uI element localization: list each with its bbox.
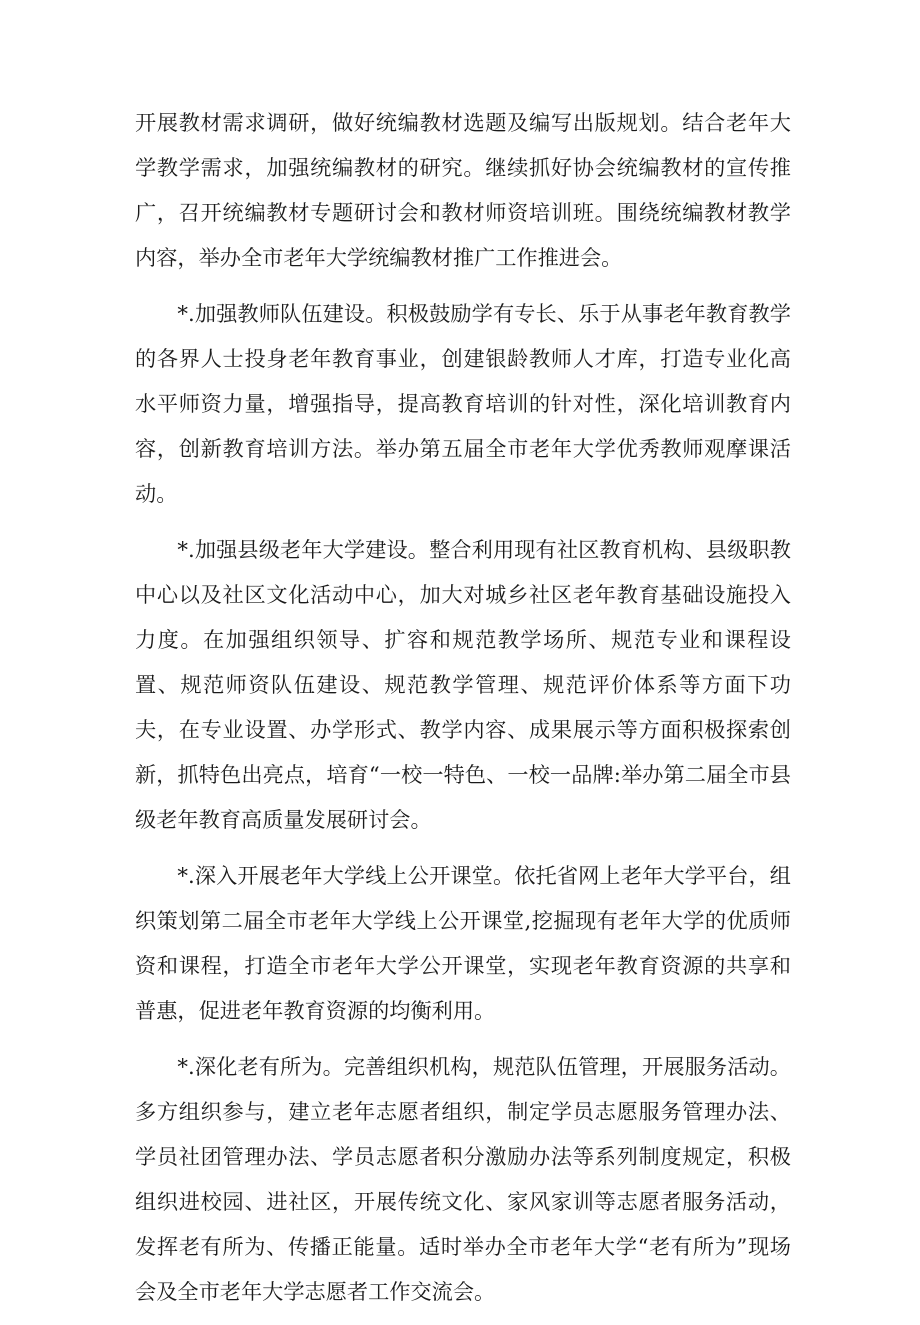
paragraph-online-classroom: *.深入开展老年大学线上公开课堂。依托省网上老年大学平台，组织策划第二届全市老年大学线上公开课堂,挖掘现有老年大学的优质师资和课程，打造全市老年大学公开课堂，实现老年教育资源的共享和普惠，促进老年教育资源的均衡利用。 [135, 863, 791, 1023]
paragraph-county-university: *.加强县级老年大学建设。整合利用现有社区教育机构、县级职教中心以及社区文化活动中心，加大对城乡社区老年教育基础设施投入力度。在加强组织领导、扩容和规范教学场所、规范专业和课程设置、规范师资队伍建设、规范教学管理、规范评价体系等方面下功夫，在专业设置、办学形式、教学内容、成果展示等方面积极探索创新，抓特色出亮点，培育“一校一特色、一校一品牌:举办第二届全市县级老年教育高质量发展研讨会。 [135, 537, 791, 832]
document-body [135, 100, 791, 1325]
paragraph-teacher-team: *.加强教师队伍建设。积极鼓励学有专长、乐于从事老年教育教学的各界人士投身老年教育事业，创建银龄教师人才库，打造专业化高水平师资力量，增强指导，提高教育培训的针对性，深化培训教育内容，创新教育培训方法。举办第五届全市老年大学优秀教师观摩课活动。 [135, 301, 791, 506]
paragraph-volunteer-service: *.深化老有所为。完善组织机构，规范队伍管理，开展服务活动。多方组织参与，建立老年志愿者组织，制定学员志愿服务管理办法、学员社团管理办法、学员志愿者积分激励办法等系列制度规定，积极组织进校园、进社区，开展传统文化、家风家训等志愿者服务活动，发挥老有所为、传播正能量。适时举办全市老年大学“老有所为”现场会及全市老年大学志愿者工作交流会。 [135, 1054, 791, 1304]
paragraph-textbook-research: 开展教材需求调研，做好统编教材选题及编写出版规划。结合老年大学教学需求，加强统编教材的研究。继续抓好协会统编教材的宣传推广，召开统编教材专题研讨会和教材师资培训班。围绕统编教材教学内容，举办全市老年大学统编教材推广工作推进会。 [135, 110, 791, 270]
